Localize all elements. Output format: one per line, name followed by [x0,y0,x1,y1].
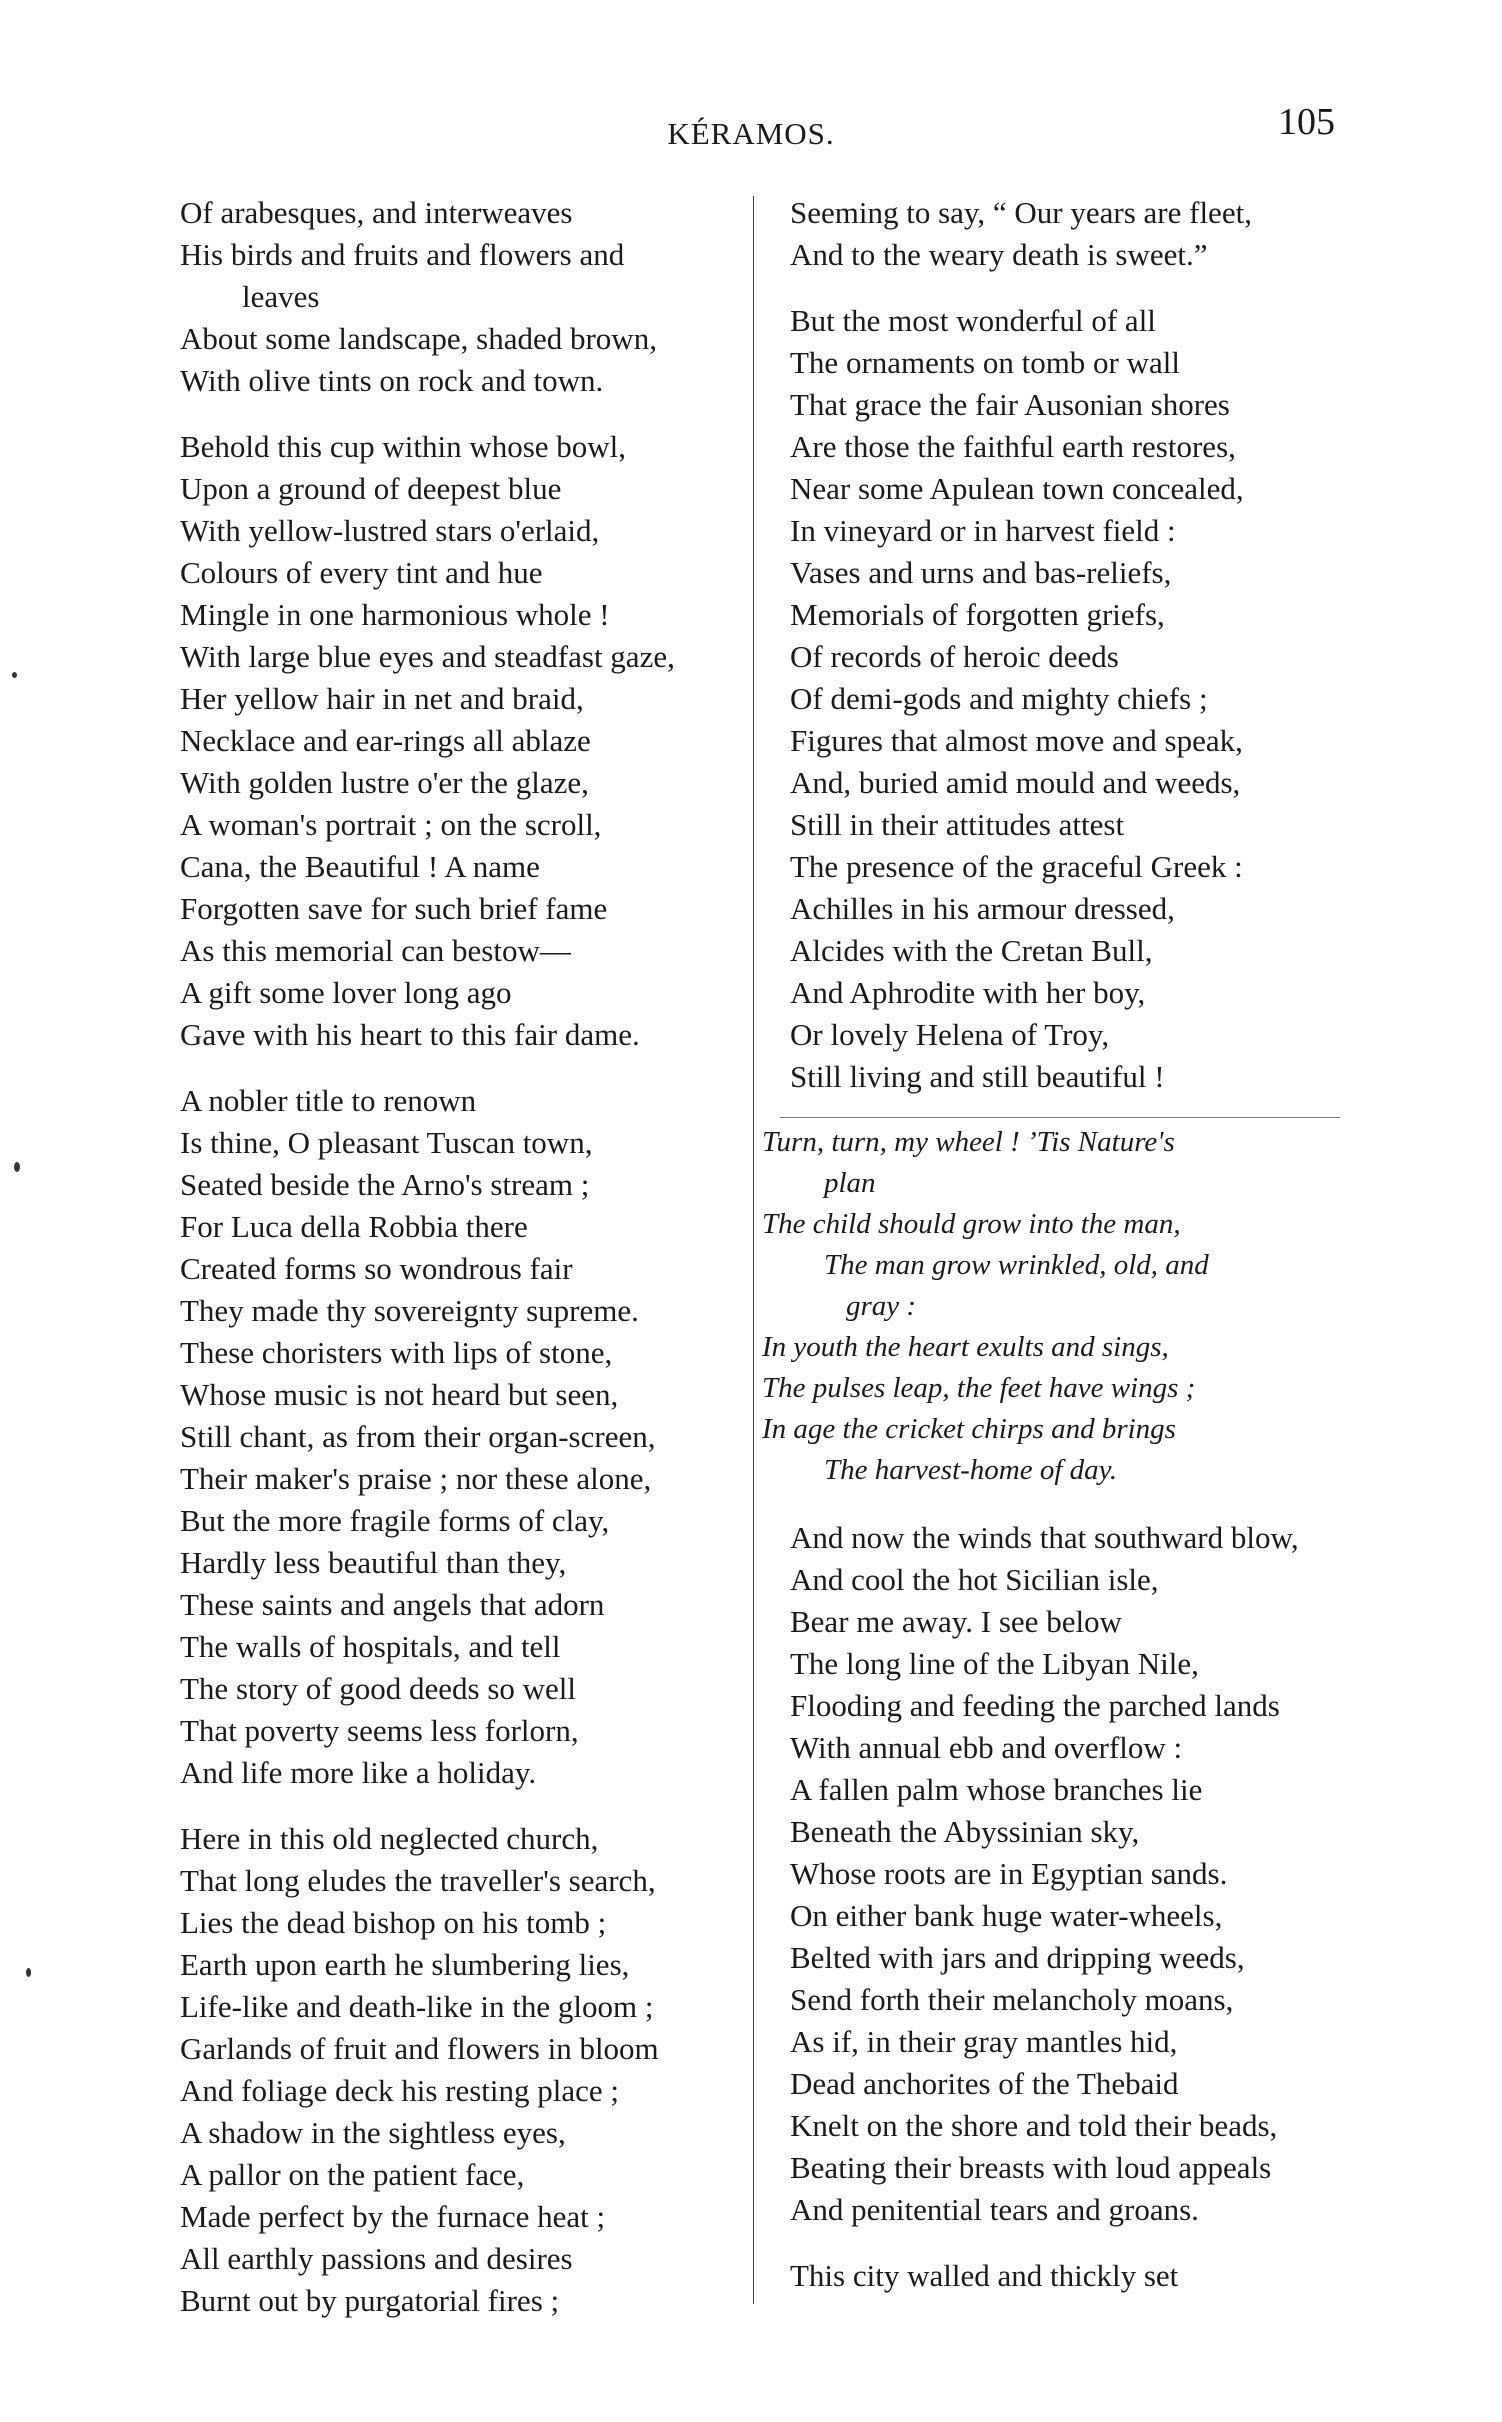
poem-line: Beneath the Abyssinian sky, [790,1814,1140,1849]
poem-line: Of arabesques, and interweaves [180,195,573,230]
poem-line: Whose roots are in Egyptian sands. [790,1856,1228,1891]
poem-line: The long line of the Libyan Nile, [790,1646,1199,1681]
poem-line: Gave with his heart to this fair dame. [180,1017,640,1052]
poem-line: A gift some lover long ago [180,975,512,1010]
poem-line: Their maker's praise ; nor these alone, [180,1461,652,1496]
poem-line: Seated beside the Arno's stream ; [180,1167,590,1202]
poem-line: plan [824,1167,876,1199]
margin-speck [26,1968,31,1977]
poem-line: Belted with jars and dripping weeds, [790,1940,1245,1975]
column-divider [753,196,754,2304]
poem-line: The walls of hospitals, and tell [180,1629,561,1664]
poem-line: The pulses leap, the feet have wings ; [762,1372,1196,1404]
right-column [762,192,1390,2321]
poem-line: Cana, the Beautiful ! A name [180,849,540,884]
left-column [180,192,740,2346]
poem-line: In youth the heart exults and sings, [762,1331,1169,1363]
poem-line: With annual ebb and overflow : [790,1730,1183,1765]
poem-line: With olive tints on rock and town. [180,363,604,398]
poem-line: Behold this cup within whose bowl, [180,429,627,464]
stanza [180,1818,740,2322]
poem-line: A nobler title to renown [180,1083,477,1118]
poem-line: The man grow wrinkled, old, and [824,1249,1209,1281]
poem-line: A pallor on the patient face, [180,2157,525,2192]
poem-line: The story of good deeds so well [180,1671,577,1706]
poem-line: As this memorial can bestow— [180,933,571,968]
poem-line: Send forth their melancholy moans, [790,1982,1234,2017]
poem-line: Created forms so wondrous fair [180,1251,573,1286]
poem-line: A fallen palm whose branches lie [790,1772,1203,1807]
poem-line: His birds and fruits and flowers and [180,237,625,272]
margin-speck [14,1162,20,1172]
stanza [790,2255,1390,2297]
poem-line: Forgotten save for such brief fame [180,891,608,926]
poem-line: That poverty seems less forlorn, [180,1713,579,1748]
poem-line: Colours of every tint and hue [180,555,543,590]
poem-line: Here in this old neglected church, [180,1821,599,1856]
poem-line: Knelt on the shore and told their beads, [790,2108,1278,2143]
poem-line: As if, in their gray mantles hid, [790,2024,1178,2059]
poem-line: That long eludes the traveller's search, [180,1863,656,1898]
poem-line: Is thine, O pleasant Tuscan town, [180,1125,593,1160]
poem-line: Still chant, as from their organ-screen, [180,1419,656,1454]
poem-line: Dead anchorites of the Thebaid [790,2066,1179,2101]
poem-line: Turn, turn, my wheel ! ’Tis Nature's [762,1126,1175,1158]
page-number: 105 [1278,101,1335,143]
poem-line: The ornaments on tomb or wall [790,345,1180,380]
poem-line: Memorials of forgotten griefs, [790,597,1165,632]
running-title: KÉRAMOS. [667,116,835,151]
stanza [180,426,740,1056]
poem-line: Mingle in one harmonious whole ! [180,597,610,632]
poem-line: This city walled and thickly set [790,2258,1179,2293]
poem-line: Her yellow hair in net and braid, [180,681,584,716]
poem-line: Are those the faithful earth restores, [790,429,1236,464]
poem-line: The presence of the graceful Greek : [790,849,1243,884]
poem-line: Near some Apulean town concealed, [790,471,1244,506]
poem-line: But the most wonderful of all [790,303,1156,338]
poem-line: Whose music is not heard but seen, [180,1377,619,1412]
poem-line: And to the weary death is sweet.” [790,237,1208,272]
poem-line: In age the cricket chirps and brings [762,1413,1176,1445]
stanza [180,192,740,402]
poem-line: Hardly less beautiful than they, [180,1545,567,1580]
poem-line: That grace the fair Ausonian shores [790,387,1230,422]
poem-line: These saints and angels that adorn [180,1587,605,1622]
poem-line: And life more like a holiday. [180,1755,537,1790]
poem-line: And, buried amid mould and weeds, [790,765,1241,800]
poem-line: A woman's portrait ; on the scroll, [180,807,602,842]
poem-line: In vineyard or in harvest field : [790,513,1176,548]
refrain-stanza [762,1122,1390,1491]
poem-line: Figures that almost move and speak, [790,723,1243,758]
poem-line: Achilles in his armour dressed, [790,891,1175,926]
stanza [790,192,1390,276]
poem-line: With large blue eyes and steadfast gaze, [180,639,675,674]
margin-speck [12,672,17,678]
poem-line: Flooding and feeding the parched lands [790,1688,1280,1723]
poem-line: And now the winds that southward blow, [790,1520,1299,1555]
poem-line: The child should grow into the man, [762,1208,1181,1240]
poem-line: Garlands of fruit and flowers in bloom [180,2031,659,2066]
poem-line: Earth upon earth he slumbering lies, [180,1947,630,1982]
poem-line: Of records of heroic deeds [790,639,1119,674]
poem-line: A shadow in the sightless eyes, [180,2115,566,2150]
poem-line: Upon a ground of deepest blue [180,471,562,506]
poem-line: leaves [242,279,320,314]
poem-line: gray : [846,1290,917,1322]
poem-line: The harvest-home of day. [824,1454,1118,1486]
poem-line: Seeming to say, “ Our years are fleet, [790,195,1252,230]
poem-line: With yellow-lustred stars o'erlaid, [180,513,600,548]
poem-line: All earthly passions and desires [180,2241,573,2276]
stanza [790,1517,1390,2231]
poem-line: And penitential tears and groans. [790,2192,1199,2227]
poem-line: Of demi-gods and mighty chiefs ; [790,681,1208,716]
poem-line: And foliage deck his resting place ; [180,2073,620,2108]
poem-line: Necklace and ear-rings all ablaze [180,723,591,758]
poem-line: And cool the hot Sicilian isle, [790,1562,1159,1597]
poem-line: About some landscape, shaded brown, [180,321,657,356]
poem-line: But the more fragile forms of clay, [180,1503,610,1538]
poem-line: These choristers with lips of stone, [180,1335,613,1370]
stanza [790,300,1390,1098]
poem-line: Made perfect by the furnace heat ; [180,2199,606,2234]
poem-line: And Aphrodite with her boy, [790,975,1146,1010]
poem-line: Still living and still beautiful ! [790,1059,1165,1094]
poem-line: With golden lustre o'er the glaze, [180,765,589,800]
poem-line: Or lovely Helena of Troy, [790,1017,1110,1052]
poem-line: For Luca della Robbia there [180,1209,528,1244]
poem-line: Still in their attitudes attest [790,807,1125,842]
poem-line: Lies the dead bishop on his tomb ; [180,1905,607,1940]
poem-line: Alcides with the Cretan Bull, [790,933,1153,968]
stanza [180,1080,740,1794]
poem-line: They made thy sovereignty supreme. [180,1293,639,1328]
poem-line: Vases and urns and bas-reliefs, [790,555,1172,590]
poem-line: Life-like and death-like in the gloom ; [180,1989,654,2024]
poem-line: On either bank huge water-wheels, [790,1898,1223,1933]
poem-line: Burnt out by purgatorial fires ; [180,2283,560,2318]
poem-line: Bear me away. I see below [790,1604,1122,1639]
poem-line: Beating their breasts with loud appeals [790,2150,1272,2185]
